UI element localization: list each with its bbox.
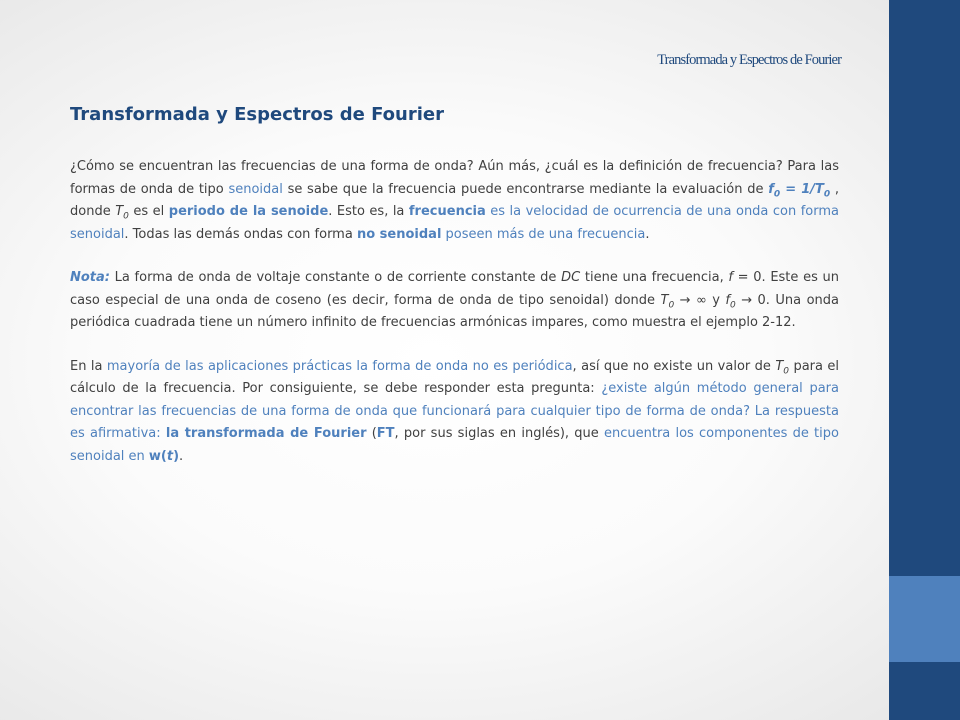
paragraph-1 bbox=[70, 156, 839, 246]
p2-text-a: La forma de onda de voltaje constante o de corriente constante de bbox=[110, 270, 562, 285]
p1-definicion: es la velocidad de ocurrencia de una onda con forma senoidal bbox=[70, 204, 840, 242]
p2-text-e: → 0. Una onda periódica cuadrada tiene un número infinito de frecuencias armónicas impares, como muestra el ejemplo 2-12. bbox=[70, 292, 839, 330]
p2-text-b: tiene una frecuencia, bbox=[580, 270, 729, 285]
p3-encuentra: encuentra los componentes de tipo senoidal en bbox=[70, 426, 839, 464]
p3-ft-abbr: FT bbox=[376, 426, 395, 441]
p1-text-c: , donde bbox=[70, 181, 840, 219]
p2-f0-sub: 0 bbox=[730, 300, 736, 311]
p1-text-i: . bbox=[645, 226, 650, 242]
p3-transformada: la transformada de Fourier bbox=[165, 426, 367, 441]
p3-text-c: para el cálculo de la frecuencia. Por consiguiente, se debe responder esta pregunta: bbox=[70, 358, 840, 396]
p2-t-sub: 0 bbox=[668, 300, 675, 311]
p2-nota: Nota: bbox=[70, 270, 110, 285]
p3-text-d: ( bbox=[366, 426, 377, 441]
sidebar-accent-top bbox=[889, 0, 960, 576]
p3-wt: t bbox=[166, 448, 174, 464]
p3-t-sub: 0 bbox=[783, 366, 790, 377]
slide-content bbox=[70, 156, 839, 489]
p3-text-f: . bbox=[179, 448, 184, 464]
sidebar-accent-middle bbox=[889, 576, 960, 662]
p1-text-b: se sabe que la frecuencia puede encontrarse mediante la evaluación de bbox=[282, 181, 769, 197]
p2-text-c: = 0. Este es un caso especial de una onda de coseno (es decir, forma de onda de tipo senoidal) donde bbox=[70, 270, 840, 308]
p1-text-e: . Esto es, la bbox=[328, 204, 409, 219]
header-title: Transformada y Espectros de Fourier bbox=[657, 52, 841, 68]
p1-f0: f bbox=[768, 181, 774, 197]
p3-t: T bbox=[775, 358, 784, 374]
p1-text-d: es el bbox=[128, 204, 169, 219]
slide-title: Transformada y Espectros de Fourier bbox=[70, 104, 444, 125]
p3-text-e: , por sus siglas en inglés), que bbox=[394, 426, 604, 441]
p1-no-senoidal: no senoidal bbox=[356, 226, 442, 242]
p3-mayoria: mayoría de las aplicaciones prácticas la forma de onda no es periódica bbox=[106, 358, 573, 374]
p3-text-a: En la bbox=[70, 358, 107, 374]
p1-t-sub: 0 bbox=[123, 211, 129, 222]
paragraph-2 bbox=[70, 267, 839, 335]
p1-mas-frecuencia: poseen más de una frecuencia bbox=[441, 226, 646, 242]
p1-text-a: ¿Cómo se encuentran las frecuencias de una forma de onda? Aún más, ¿cuál es la definición de frecuencia? Para las formas de onda de tipo bbox=[70, 159, 839, 197]
p2-dc: DC bbox=[561, 270, 581, 285]
p3-text-b: , así que no existe un valor de bbox=[572, 358, 776, 374]
p1-eq: = 1/T bbox=[780, 181, 824, 197]
p1-senoidal: senoidal bbox=[228, 181, 283, 197]
p2-f: f bbox=[728, 270, 733, 285]
sidebar-accent-bottom bbox=[889, 662, 960, 720]
p1-text-g: . Todas las demás ondas con forma bbox=[124, 226, 357, 242]
paragraph-3 bbox=[70, 356, 839, 469]
p1-frecuencia: frecuencia bbox=[408, 204, 486, 219]
p1-eq-sub: 0 bbox=[823, 189, 831, 200]
p1-f0-sub: 0 bbox=[773, 189, 781, 200]
p1-t: T bbox=[115, 204, 124, 219]
p3-w-close: ) bbox=[173, 448, 180, 464]
p3-w: w( bbox=[148, 448, 167, 464]
p1-periodo: periodo de la senoide bbox=[168, 204, 329, 219]
p1-formula bbox=[768, 181, 831, 200]
p3-pregunta: ¿existe algún método general para encontrar las frecuencias de una forma de onda que funcionará para cualquier tipo de forma de onda? La respuesta es afirmativa: bbox=[70, 381, 839, 441]
p2-f0: f bbox=[725, 292, 730, 308]
p2-text-d: → ∞ y bbox=[674, 292, 726, 308]
p2-t: T bbox=[660, 292, 669, 308]
